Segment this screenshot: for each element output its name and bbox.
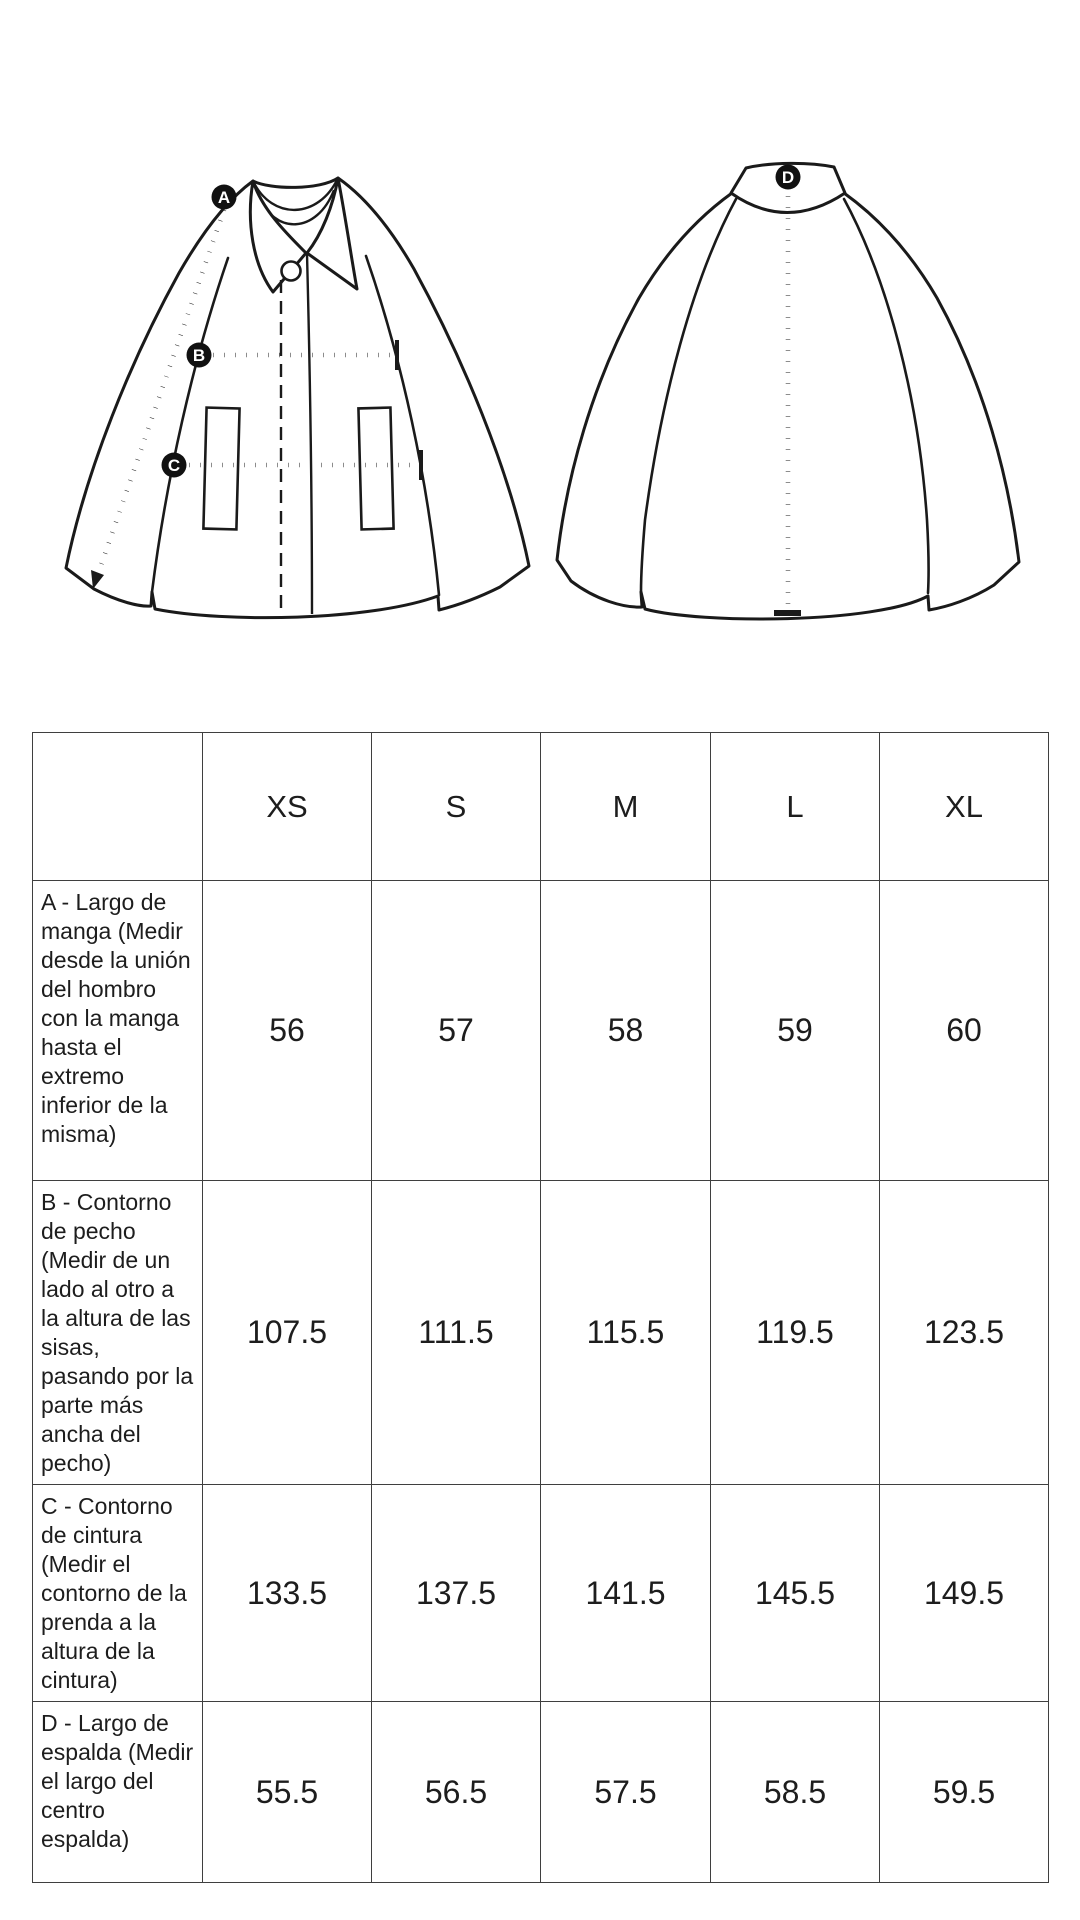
value-d-m: 57.5 — [541, 1702, 711, 1883]
value-c-xl: 149.5 — [880, 1485, 1049, 1702]
back-silhouette — [557, 193, 1019, 619]
table-row-back-length — [33, 1702, 1049, 1883]
size-header-row — [33, 733, 1049, 881]
marker-c — [162, 453, 187, 478]
front-left-pocket — [203, 408, 239, 530]
marker-a-label: A — [217, 188, 231, 207]
value-a-l: 59 — [711, 881, 880, 1181]
value-c-m: 141.5 — [541, 1485, 711, 1702]
value-b-s: 111.5 — [372, 1181, 541, 1485]
value-d-l: 58.5 — [711, 1702, 880, 1883]
size-header-s: S — [372, 733, 541, 881]
size-header-xs: XS — [203, 733, 372, 881]
garment-measurement-diagram — [0, 0, 1080, 660]
size-header-m: M — [541, 733, 711, 881]
value-b-xs: 107.5 — [203, 1181, 372, 1485]
marker-a — [212, 185, 237, 210]
row-label-d: D - Largo de espalda (Medir el largo del centro espalda) — [33, 1702, 203, 1883]
marker-b — [187, 343, 212, 368]
value-a-xs: 56 — [203, 881, 372, 1181]
marker-c-label: C — [167, 456, 181, 475]
value-c-xs: 133.5 — [203, 1485, 372, 1702]
row-label-a: A - Largo de manga (Medir desde la unión del hombro con la manga hasta el extremo inferior de la misma) — [33, 881, 203, 1181]
cape-technical-drawing — [0, 0, 1080, 660]
value-d-xl: 59.5 — [880, 1702, 1049, 1883]
corner-cell — [33, 733, 203, 881]
value-a-xl: 60 — [880, 881, 1049, 1181]
row-label-c: C - Contorno de cintura (Medir el contorno de la prenda a la altura de la cintura) — [33, 1485, 203, 1702]
front-right-pocket — [358, 408, 393, 530]
value-b-l: 119.5 — [711, 1181, 880, 1485]
value-a-s: 57 — [372, 881, 541, 1181]
cape-back-view — [557, 163, 1019, 619]
marker-b-label: B — [192, 346, 206, 365]
row-label-b: B - Contorno de pecho (Medir de un lado al otro a la altura de las sisas, pasando por la parte más ancha del pecho) — [33, 1181, 203, 1485]
neck-button — [282, 262, 301, 281]
value-d-xs: 55.5 — [203, 1702, 372, 1883]
table-row-waist — [33, 1485, 1049, 1702]
value-b-xl: 123.5 — [880, 1181, 1049, 1485]
value-b-m: 115.5 — [541, 1181, 711, 1485]
size-measurement-table — [32, 732, 1049, 1883]
table-row-chest — [33, 1181, 1049, 1485]
value-a-m: 58 — [541, 881, 711, 1181]
cape-front-view — [66, 178, 529, 618]
value-d-s: 56.5 — [372, 1702, 541, 1883]
size-header-xl: XL — [880, 733, 1049, 881]
table-row-sleeve-length — [33, 881, 1049, 1181]
size-header-l: L — [711, 733, 880, 881]
value-c-s: 137.5 — [372, 1485, 541, 1702]
value-c-l: 145.5 — [711, 1485, 880, 1702]
marker-d-label: D — [781, 168, 795, 187]
marker-d — [776, 165, 801, 190]
